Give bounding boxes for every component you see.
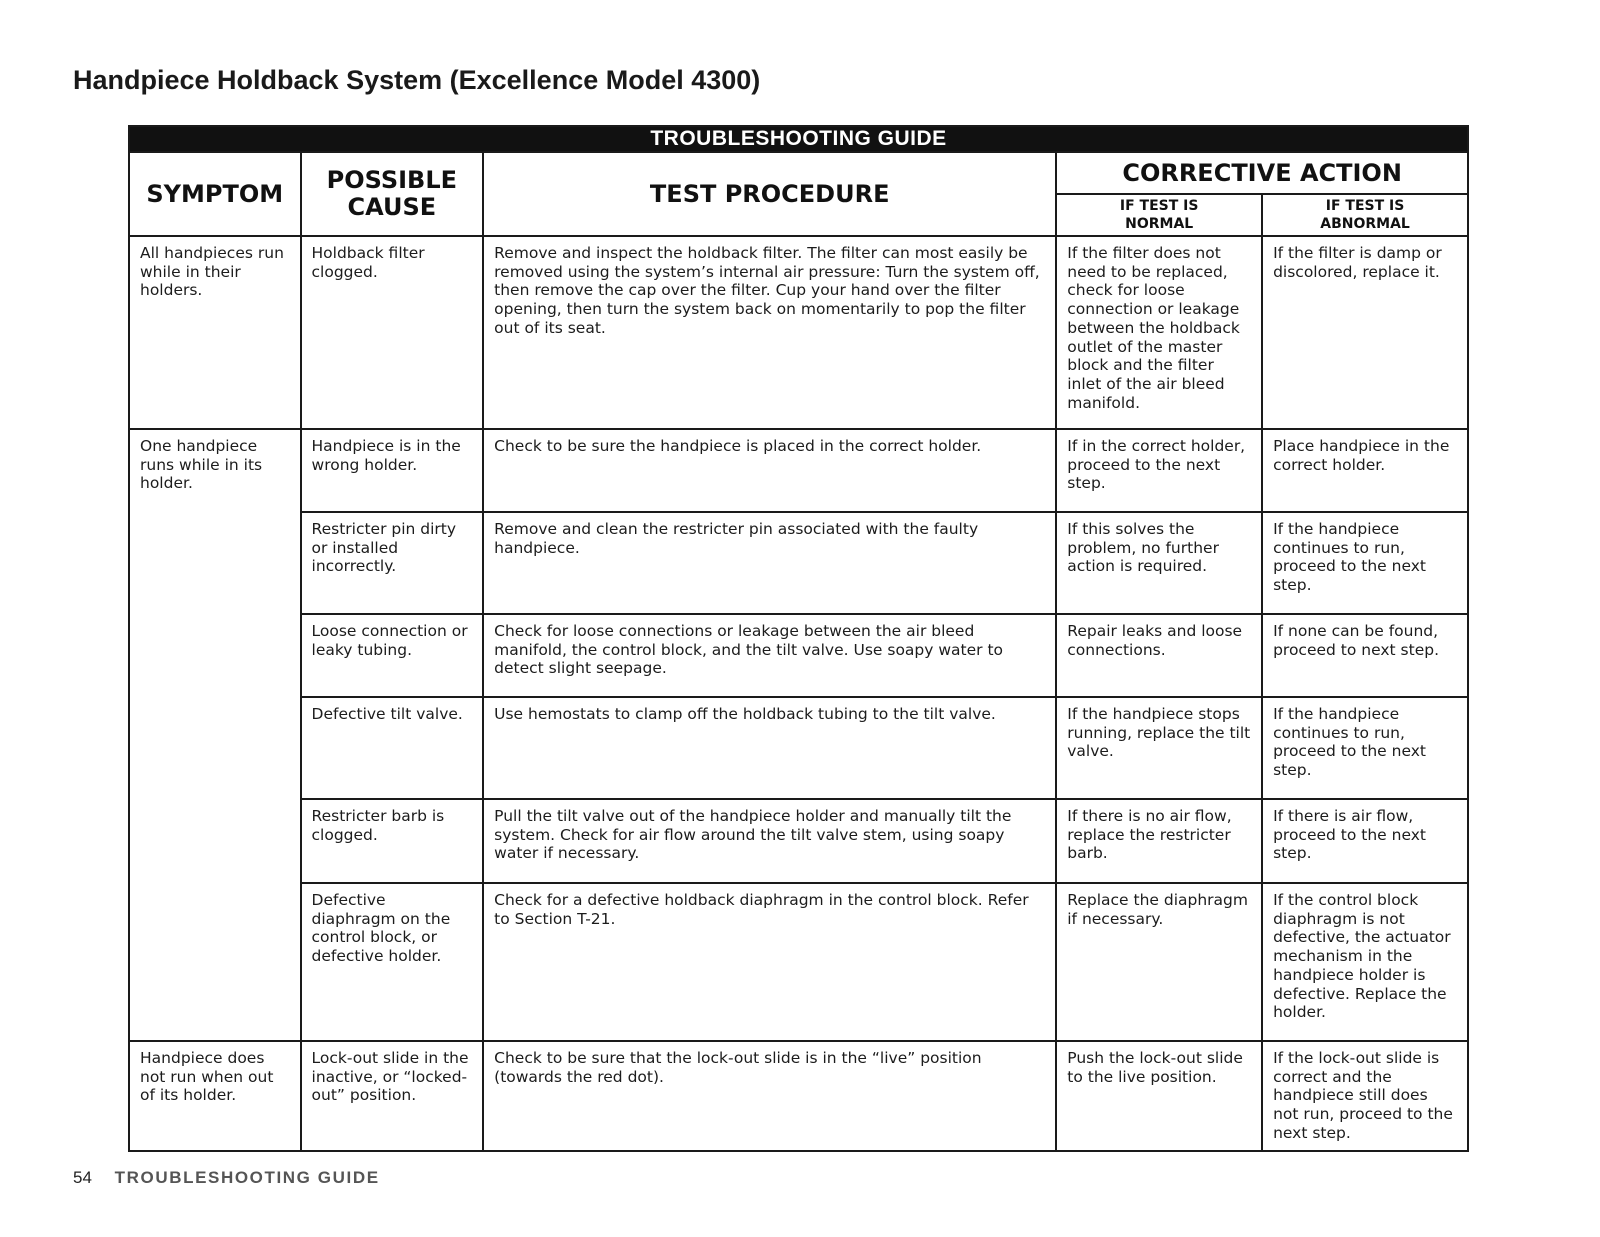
normal-action-cell: Repair leaks and loose connections. (1056, 614, 1262, 697)
test-cell: Remove and clean the restricter pin associated with the faulty handpiece. (483, 512, 1056, 614)
abnormal-action-cell: If none can be found, proceed to next step. (1262, 614, 1468, 697)
abnormal-action-cell: If the handpiece continues to run, proceed to the next step. (1262, 512, 1468, 614)
normal-action-cell: If this solves the problem, no further action is required. (1056, 512, 1262, 614)
normal-action-cell: Replace the diaphragm if necessary. (1056, 883, 1262, 1041)
normal-action-cell: If the handpiece stops running, replace the tilt valve. (1056, 697, 1262, 799)
abnormal-action-cell: If the filter is damp or discolored, replace it. (1262, 236, 1468, 429)
table-row (129, 236, 1468, 429)
test-cell: Remove and inspect the holdback filter. The filter can most easily be removed using the system’s internal air pressure: Turn the system off, then remove the cap over the filter. Cup your hand over the filter opening, then turn the system back on momentarily to pop the filter out of its seat. (483, 236, 1056, 429)
abnormal-action-cell: Place handpiece in the correct holder. (1262, 429, 1468, 512)
normal-action-cell: If there is no air flow, replace the restricter barb. (1056, 799, 1262, 883)
test-cell: Use hemostats to clamp off the holdback tubing to the tilt valve. (483, 697, 1056, 799)
abnormal-action-cell: If the lock-out slide is correct and the handpiece still does not run, proceed to the next step. (1262, 1041, 1468, 1151)
table-row (129, 799, 1468, 883)
abnormal-action-cell: If the handpiece continues to run, proceed to the next step. (1262, 697, 1468, 799)
cause-cell: Loose connection or leaky tubing. (301, 614, 484, 697)
cause-cell: Lock-out slide in the inactive, or “locked-out” position. (301, 1041, 484, 1151)
symptom-cell: One handpiece runs while in its holder. (129, 429, 301, 1041)
page-title: Handpiece Holdback System (Excellence Model 4300) (73, 65, 761, 95)
guide-banner: TROUBLESHOOTING GUIDE (129, 126, 1468, 152)
test-cell: Pull the tilt valve out of the handpiece holder and manually tilt the system. Check for air flow around the tilt valve stem, using soapy water if necessary. (483, 799, 1056, 883)
header-if-abnormal: IF TEST IS ABNORMAL (1262, 194, 1468, 236)
table-row (129, 883, 1468, 1041)
cause-cell: Defective diaphragm on the control block, or defective holder. (301, 883, 484, 1041)
header-test-procedure: TEST PROCEDURE (483, 152, 1056, 236)
normal-action-cell: If the filter does not need to be replaced, check for loose connection or leakage between the holdback outlet of the master block and the filter inlet of the air bleed manifold. (1056, 236, 1262, 429)
test-cell: Check for loose connections or leakage between the air bleed manifold, the control block, and the tilt valve. Use soapy water to detect slight seepage. (483, 614, 1056, 697)
table-row (129, 429, 1468, 512)
normal-action-cell: Push the lock-out slide to the live position. (1056, 1041, 1262, 1151)
header-symptom: SYMPTOM (129, 152, 301, 236)
cause-cell: Handpiece is in the wrong holder. (301, 429, 484, 512)
test-cell: Check to be sure that the lock-out slide is in the “live” position (towards the red dot). (483, 1041, 1056, 1151)
table-row (129, 1041, 1468, 1151)
troubleshooting-table (128, 125, 1469, 1152)
header-if-normal: IF TEST IS NORMAL (1056, 194, 1262, 236)
symptom-cell: All handpieces run while in their holders. (129, 236, 301, 429)
cause-cell: Holdback filter clogged. (301, 236, 484, 429)
symptom-cell: Handpiece does not run when out of its holder. (129, 1041, 301, 1151)
footer-section-title: TROUBLESHOOTING GUIDE (114, 1168, 380, 1187)
abnormal-action-cell: If there is air flow, proceed to the next step. (1262, 799, 1468, 883)
abnormal-action-cell: If the control block diaphragm is not defective, the actuator mechanism in the handpiece holder is defective. Replace the holder. (1262, 883, 1468, 1041)
table-row (129, 512, 1468, 614)
normal-action-cell: If in the correct holder, proceed to the next step. (1056, 429, 1262, 512)
test-cell: Check to be sure the handpiece is placed in the correct holder. (483, 429, 1056, 512)
cause-cell: Defective tilt valve. (301, 697, 484, 799)
table-row (129, 614, 1468, 697)
cause-cell: Restricter barb is clogged. (301, 799, 484, 883)
page-footer (73, 1168, 380, 1188)
header-corrective-action: CORRECTIVE ACTION (1056, 152, 1468, 194)
table-row (129, 697, 1468, 799)
test-cell: Check for a defective holdback diaphragm in the control block. Refer to Section T-21. (483, 883, 1056, 1041)
cause-cell: Restricter pin dirty or installed incorrectly. (301, 512, 484, 614)
header-possible-cause: POSSIBLE CAUSE (301, 152, 484, 236)
page-number: 54 (73, 1168, 92, 1187)
